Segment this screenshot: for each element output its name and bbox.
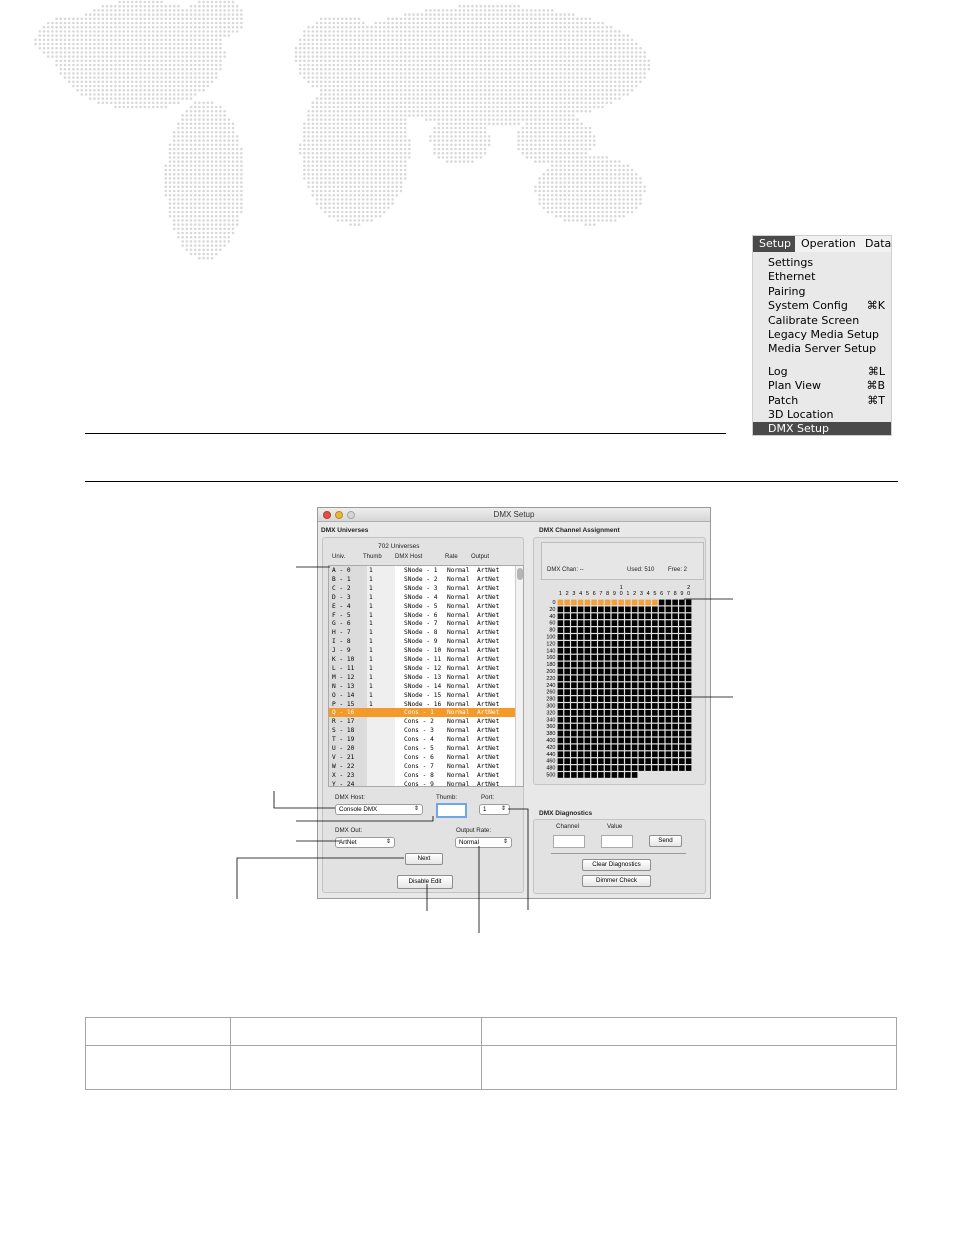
- dmx-host-cell: Cons - 2: [404, 718, 434, 726]
- free-count: Free: 2: [668, 567, 688, 573]
- rate-cell: Normal: [447, 780, 470, 787]
- rate-cell: Normal: [447, 682, 470, 690]
- thumb-cell: 1: [369, 584, 373, 592]
- column-label: 5: [653, 591, 657, 597]
- header-output[interactable]: Output: [471, 554, 490, 560]
- dmx-host-cell: Cons - 3: [404, 727, 434, 735]
- table-row: [86, 1046, 897, 1090]
- output-cell: ArtNet: [477, 593, 500, 601]
- clear-diagnostics-button[interactable]: Clear Diagnostics: [582, 859, 651, 871]
- row-label: 200: [546, 669, 556, 675]
- menu-item-label: Calibrate Screen: [768, 313, 860, 327]
- popup-arrows-icon: ⇕: [385, 839, 391, 845]
- dmx-host-label: DMX Host:: [335, 794, 365, 801]
- menu-item-label: Patch: [768, 393, 799, 407]
- rate-cell: Normal: [447, 771, 470, 779]
- univ-cell: X - 23: [332, 771, 355, 779]
- thumb-cell: 1: [369, 656, 373, 663]
- menu-shortcut: ⌘T: [867, 393, 885, 407]
- rate-cell: Normal: [447, 691, 470, 699]
- thumb-cell: 1: [369, 575, 373, 583]
- thumb-cell: 1: [369, 602, 373, 610]
- column-label: 8: [606, 591, 610, 597]
- popup-arrows-icon: ⇕: [413, 806, 419, 812]
- universe-count: 702 Universes: [378, 543, 420, 550]
- output-cell: ArtNet: [477, 584, 500, 592]
- univ-cell: O - 14: [332, 691, 355, 699]
- univ-cell: F - 5: [332, 611, 351, 619]
- dmx-host-cell: Cons - 8: [404, 771, 434, 779]
- univ-cell: Y - 24: [332, 780, 355, 787]
- used-count: Used: 510: [627, 567, 655, 573]
- column-label: 3: [639, 591, 643, 597]
- popup-arrows-icon: ⇕: [500, 806, 506, 812]
- dmx-out-value: ArtNet: [339, 839, 357, 846]
- univ-cell: G - 6: [332, 620, 351, 628]
- table-cell: [482, 1046, 897, 1090]
- univ-cell: W - 22: [332, 762, 355, 770]
- table-cell: [86, 1046, 231, 1090]
- thumb-cell: 1: [369, 647, 373, 655]
- menu-item-label: Plan View: [768, 379, 822, 393]
- thumb-cell: 1: [369, 700, 373, 708]
- row-label: 100: [546, 634, 556, 641]
- menu-item-label: Settings: [768, 256, 814, 269]
- univ-cell: A - 0: [332, 567, 351, 574]
- row-label: 400: [546, 738, 556, 744]
- output-cell: ArtNet: [477, 727, 500, 735]
- univ-cell: K - 10: [332, 656, 355, 663]
- row-label: 220: [546, 675, 556, 682]
- dmx-host-cell: SNode - 7: [404, 620, 438, 628]
- output-cell: ArtNet: [477, 673, 500, 681]
- menu-item-label: Pairing: [768, 284, 806, 298]
- rate-cell: Normal: [447, 664, 470, 672]
- row-label: 160: [546, 655, 556, 662]
- menu-item-label: DMX Setup: [768, 422, 830, 436]
- output-cell: ArtNet: [477, 567, 500, 574]
- output-rate-value: Normal: [459, 839, 479, 846]
- dmx-host-cell: Cons - 7: [404, 762, 434, 770]
- rate-cell: Normal: [447, 611, 470, 619]
- dmx-channel-assignment-label: DMX Channel Assignment: [539, 527, 620, 534]
- row-label: 380: [546, 731, 556, 738]
- thumb-cell: 1: [369, 620, 373, 628]
- univ-cell: S - 18: [332, 727, 355, 735]
- column-label: 0: [687, 591, 691, 597]
- dmx-host-cell: SNode - 11: [404, 656, 442, 663]
- output-cell: ArtNet: [477, 771, 500, 779]
- row-label: 240: [546, 682, 556, 689]
- rate-cell: Normal: [447, 753, 470, 761]
- thumb-cell: 1: [369, 593, 373, 601]
- rate-cell: Normal: [447, 727, 470, 735]
- thumb-cell: 1: [369, 611, 373, 619]
- menu-item-label: Legacy Media Setup: [768, 327, 880, 341]
- thumb-cell: 1: [369, 673, 373, 681]
- dmx-host-cell: SNode - 14: [404, 682, 442, 690]
- send-button[interactable]: Send: [649, 835, 682, 847]
- dmx-host-cell: Cons - 6: [404, 753, 434, 761]
- column-label: 4: [579, 591, 583, 597]
- univ-cell: C - 2: [332, 584, 351, 592]
- next-button[interactable]: Next: [405, 853, 443, 865]
- column-label: 4: [646, 591, 650, 597]
- rate-cell: Normal: [447, 762, 470, 770]
- column-label: 3: [572, 591, 576, 597]
- rate-cell: Normal: [447, 700, 470, 708]
- output-cell: ArtNet: [477, 638, 500, 646]
- univ-cell: T - 19: [332, 736, 355, 744]
- thumb-cell: 1: [369, 638, 373, 646]
- univ-cell: B - 1: [332, 575, 351, 583]
- thumb-cell: 1: [369, 682, 373, 690]
- row-label: 420: [546, 744, 556, 751]
- dmx-host-cell: SNode - 5: [404, 602, 438, 610]
- dimmer-check-button[interactable]: Dimmer Check: [582, 875, 651, 887]
- dmx-host-cell: SNode - 12: [404, 664, 442, 672]
- column-label: 2: [565, 591, 569, 597]
- output-cell: ArtNet: [477, 762, 500, 770]
- output-cell: ArtNet: [477, 656, 500, 663]
- row-label: 440: [546, 751, 556, 758]
- dmx-host-cell: SNode - 2: [404, 575, 438, 583]
- table-cell: [231, 1046, 482, 1090]
- column-tens-label: 2: [687, 585, 691, 591]
- column-label: 1: [558, 591, 562, 597]
- output-cell: ArtNet: [477, 753, 500, 761]
- header-univ[interactable]: Univ.: [332, 554, 346, 560]
- row-label: 280: [546, 696, 556, 703]
- row-label: 140: [546, 648, 556, 655]
- output-cell: ArtNet: [477, 736, 500, 744]
- rate-cell: Normal: [447, 629, 470, 637]
- univ-cell: P - 15: [332, 700, 355, 708]
- univ-cell: D - 3: [332, 593, 351, 601]
- row-label: 20: [549, 606, 556, 613]
- rate-cell: Normal: [447, 567, 470, 574]
- dmx-host-cell: SNode - 10: [404, 647, 442, 655]
- univ-cell: H - 7: [332, 629, 351, 637]
- value-label: Value: [607, 823, 623, 830]
- menu-setup[interactable]: Setup: [753, 236, 795, 252]
- rate-cell: Normal: [447, 745, 470, 752]
- menu-item-label: Log: [768, 364, 788, 378]
- dmx-host-cell: SNode - 3: [404, 584, 438, 592]
- output-cell: ArtNet: [477, 664, 500, 672]
- callout-line: [508, 809, 528, 910]
- row-label: 460: [546, 758, 556, 765]
- row-label: 180: [546, 662, 556, 669]
- rate-cell: Normal: [447, 656, 470, 663]
- output-rate-label: Output Rate:: [456, 827, 492, 834]
- output-cell: ArtNet: [477, 718, 500, 726]
- rate-cell: Normal: [447, 575, 470, 583]
- table-cell: [482, 1018, 897, 1046]
- row-label: 480: [546, 765, 556, 772]
- row-label: 320: [546, 710, 556, 717]
- column-label: 8: [673, 591, 677, 597]
- dmx-host-cell: Cons - 9: [404, 780, 434, 787]
- univ-cell: V - 21: [332, 753, 355, 761]
- row-label: 500: [546, 772, 556, 778]
- column-label: 9: [680, 591, 684, 597]
- dmx-host-cell: SNode - 8: [404, 629, 438, 637]
- menu-item-label: Ethernet: [768, 270, 816, 284]
- rate-cell: Normal: [447, 718, 470, 726]
- callout-line: [296, 816, 433, 821]
- row-label: 40: [549, 613, 556, 620]
- output-cell: ArtNet: [477, 691, 500, 699]
- menu-shortcut: ⌘B: [866, 379, 885, 393]
- thumb-cell: 1: [369, 629, 373, 637]
- univ-cell: J - 9: [332, 647, 351, 655]
- row-label: 300: [546, 703, 556, 710]
- dmx-host-cell: SNode - 13: [404, 673, 442, 681]
- univ-cell: E - 4: [332, 602, 351, 610]
- rate-cell: Normal: [447, 673, 470, 681]
- menu-item-label: System Config: [768, 299, 848, 313]
- column-label: 7: [666, 591, 670, 597]
- univ-cell: I - 8: [332, 638, 351, 646]
- dmx-host-value: Console DMX: [339, 806, 378, 813]
- rate-cell: Normal: [447, 593, 470, 601]
- header-rate[interactable]: Rate: [445, 554, 458, 560]
- menu-item-label: Media Server Setup: [768, 342, 877, 356]
- dmx-host-cell: Cons - 4: [404, 736, 434, 744]
- dmx-host-cell: SNode - 16: [404, 700, 442, 708]
- popup-arrows-icon: ⇕: [502, 839, 508, 845]
- output-cell: ArtNet: [477, 745, 500, 752]
- row-label: 260: [546, 689, 556, 696]
- table-cell: [86, 1018, 231, 1046]
- row-label: 120: [546, 641, 556, 648]
- dmx-host-cell: SNode - 9: [404, 638, 438, 646]
- univ-cell: Q - 16: [332, 709, 355, 717]
- thumb-cell: 1: [369, 664, 373, 672]
- univ-cell: M - 12: [332, 673, 355, 681]
- dmx-chan-readout: DMX Chan: --: [547, 567, 584, 573]
- port-value: 1: [483, 806, 487, 813]
- row-label: 0: [552, 600, 556, 606]
- dmx-host-cell: SNode - 4: [404, 593, 438, 601]
- output-cell: ArtNet: [477, 682, 500, 690]
- table-cell: [231, 1018, 482, 1046]
- menu-shortcut: ⌘L: [867, 364, 885, 378]
- menu-operation[interactable]: Operation: [801, 237, 856, 250]
- rate-cell: Normal: [447, 638, 470, 646]
- output-cell: ArtNet: [477, 575, 500, 583]
- thumb-cell: 1: [369, 691, 373, 699]
- header-thumb[interactable]: Thumb: [363, 554, 382, 560]
- table-row: [86, 1018, 897, 1046]
- dmx-host-cell: SNode - 1: [404, 567, 438, 574]
- row-label: 360: [546, 724, 556, 731]
- dmx-host-cell: SNode - 15: [404, 691, 442, 699]
- callout-line: [274, 791, 335, 808]
- rate-cell: Normal: [447, 602, 470, 610]
- info-table: [85, 1017, 897, 1090]
- output-cell: ArtNet: [477, 629, 500, 637]
- output-cell: ArtNet: [477, 709, 500, 717]
- dmx-host-cell: Cons - 5: [404, 745, 434, 752]
- column-label: 6: [592, 591, 596, 597]
- column-label: 1: [626, 591, 630, 597]
- rate-cell: Normal: [447, 584, 470, 592]
- rate-cell: Normal: [447, 620, 470, 628]
- disable-edit-button[interactable]: Disable Edit: [397, 875, 453, 889]
- univ-cell: N - 13: [332, 682, 355, 690]
- univ-cell: R - 17: [332, 718, 355, 726]
- dmx-universes-label: DMX Universes: [321, 527, 369, 534]
- menu-data[interactable]: Data: [865, 237, 892, 250]
- column-tens-label: 1: [619, 585, 623, 591]
- rate-cell: Normal: [447, 647, 470, 655]
- port-label: Port:: [481, 794, 495, 801]
- univ-cell: L - 11: [332, 664, 355, 672]
- row-label: 340: [546, 717, 556, 724]
- dmx-diagnostics-label: DMX Diagnostics: [539, 810, 593, 817]
- dmx-host-cell: SNode - 6: [404, 611, 438, 619]
- output-cell: ArtNet: [477, 780, 500, 787]
- output-cell: ArtNet: [477, 611, 500, 619]
- dmx-host-cell: Cons - 1: [404, 709, 434, 717]
- output-cell: ArtNet: [477, 700, 500, 708]
- thumb-label: Thumb:: [436, 794, 457, 801]
- rate-cell: Normal: [447, 709, 470, 717]
- univ-cell: U - 20: [332, 745, 355, 752]
- column-label: 2: [633, 591, 637, 597]
- column-label: 6: [660, 591, 664, 597]
- output-cell: ArtNet: [477, 620, 500, 628]
- column-label: 0: [619, 591, 623, 597]
- row-label: 60: [549, 620, 556, 627]
- column-label: 7: [599, 591, 603, 597]
- rate-cell: Normal: [447, 736, 470, 744]
- thumb-cell: 1: [369, 567, 373, 574]
- output-cell: ArtNet: [477, 602, 500, 610]
- channel-label: Channel: [556, 823, 580, 830]
- row-label: 80: [549, 627, 556, 634]
- callout-line: [237, 858, 404, 899]
- menu-shortcut: ⌘K: [866, 299, 885, 313]
- header-dmx-host[interactable]: DMX Host: [395, 554, 423, 560]
- column-label: 5: [585, 591, 589, 597]
- menu-item-label: 3D Location: [768, 407, 834, 421]
- window-title: DMX Setup: [493, 510, 535, 519]
- output-cell: ArtNet: [477, 647, 500, 655]
- column-label: 9: [612, 591, 616, 597]
- dmx-out-label: DMX Out:: [335, 827, 363, 834]
